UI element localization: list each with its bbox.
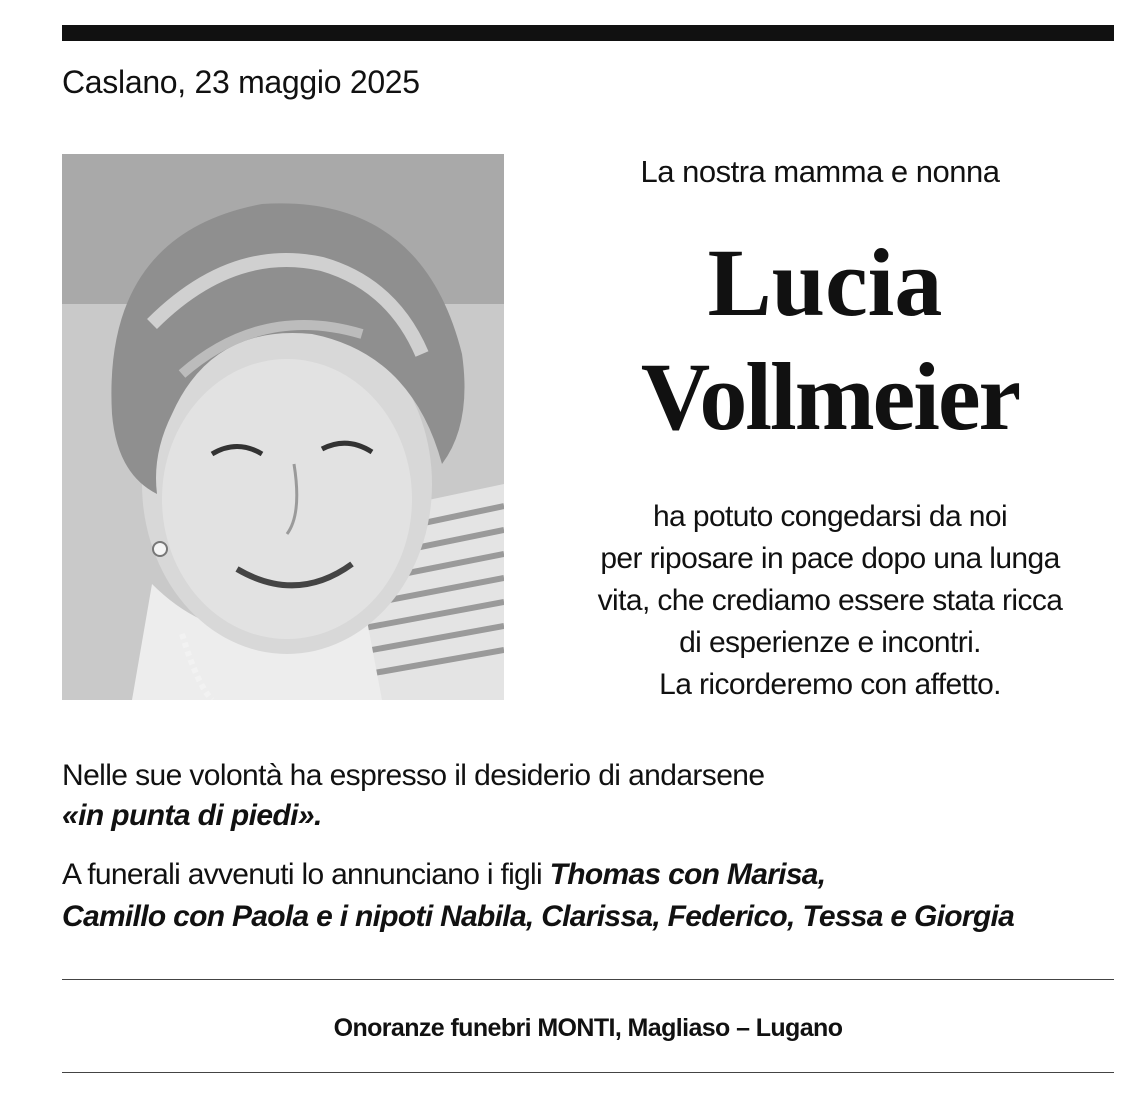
wish-paragraph <box>62 756 1122 836</box>
wish-line: Nelle sue volontà ha espresso il desiderio di andarsene <box>62 759 765 792</box>
announcement-prefix: A funerali avvenuti lo annunciano i figli <box>62 858 550 891</box>
wish-quote: «in punta di piedi». <box>62 799 322 832</box>
portrait-photo <box>62 154 504 700</box>
top-rule-bar <box>62 25 1114 41</box>
divider-rule <box>62 979 1114 980</box>
tribute-line: di esperienze e incontri. <box>679 626 981 659</box>
tribute-line: per riposare in pace dopo una lunga <box>600 542 1060 575</box>
portrait-illustration <box>62 154 504 700</box>
tribute-text <box>530 496 1130 706</box>
tribute-line: La ricorderemo con affetto. <box>659 668 1001 701</box>
place-date: Caslano, 23 maggio 2025 <box>62 64 420 100</box>
tribute-line: vita, che crediamo essere stata ricca <box>597 584 1063 617</box>
announcement-paragraph <box>62 854 1122 938</box>
funeral-home: Onoranze funebri MONTI, Magliaso – Lugano <box>333 1014 843 1042</box>
tribute-line: ha potuto congedarsi da noi <box>652 500 1008 533</box>
deceased-first-name: Lucia <box>707 229 943 336</box>
intro-line: La nostra mamma e nonna <box>640 154 1000 189</box>
deceased-last-name: Vollmeier <box>640 343 1020 450</box>
divider-rule <box>62 1072 1114 1073</box>
announcement-family-names: Camillo con Paola e i nipoti Nabila, Clarissa, Federico, Tessa e Giorgia <box>62 900 1015 933</box>
announcement-children-names: Thomas con Marisa, <box>549 858 826 891</box>
announcement-line-1 <box>62 854 1122 896</box>
